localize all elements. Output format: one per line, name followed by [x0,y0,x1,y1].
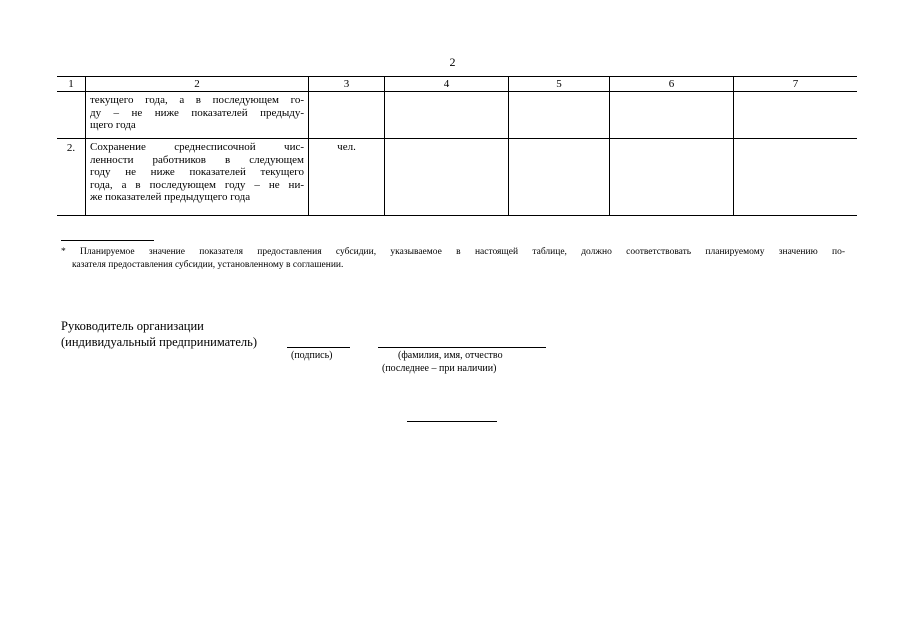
description-line: Сохранение среднесписочной чис- [90,141,304,153]
description-line: ленности работников в следующем [90,153,304,166]
description-line: года, а в последующем году – не ни- [90,178,304,191]
footnote-line: казателя предоставления субсидии, установленному в соглашении. [72,260,344,270]
signature-title-line: (индивидуальный предприниматель) [61,335,257,349]
signature-caption: (подпись) [291,350,333,361]
description-line: текущего года, а в последующем го- [90,94,304,106]
value-cell-5 [509,92,610,139]
column-header-5: 5 [509,77,610,92]
value-cell-4 [385,92,509,139]
indicator-description [86,139,309,216]
value-cell-6 [610,92,734,139]
value-cell-5 [509,139,610,216]
footnote-separator [61,240,154,241]
column-header-2: 2 [86,77,309,92]
name-caption: (фамилия, имя, отчество [398,350,503,361]
signature-title-line: Руководитель организации [61,319,204,333]
description-line: же показателей предыдущего года [90,191,251,203]
row-number: 2. [57,139,86,216]
footnote-line: * Планируемое значение показателя предоставления субсидии, указываемое в настоящей таблице, должно соответствовать планируемому значению по- [61,247,845,257]
table-row [57,139,857,216]
row-number [57,92,86,139]
indicator-description [86,92,309,139]
column-header-7: 7 [734,77,858,92]
document-end-line [407,421,497,422]
description-line: году не ниже показателей текущего [90,166,304,178]
column-header-6: 6 [610,77,734,92]
page-number: 2 [449,55,456,69]
column-header-3: 3 [309,77,385,92]
indicators-table [57,76,857,216]
signature-title [61,318,257,350]
table-row [57,92,857,139]
value-cell-7 [734,92,858,139]
column-header-1: 1 [57,77,86,92]
value-cell-7 [734,139,858,216]
name-caption-note: (последнее – при наличии) [382,363,497,374]
footnote [61,246,845,272]
value-cell-6 [610,139,734,216]
signature-field-line [287,347,350,348]
value-cell-4 [385,139,509,216]
unit-cell: чел. [309,139,385,216]
name-field-line [378,347,546,348]
column-header-4: 4 [385,77,509,92]
description-line: щего года [90,119,136,131]
table-header-row [57,77,857,92]
description-line: ду – не ниже показателей предыду- [90,106,304,119]
unit-cell [309,92,385,139]
